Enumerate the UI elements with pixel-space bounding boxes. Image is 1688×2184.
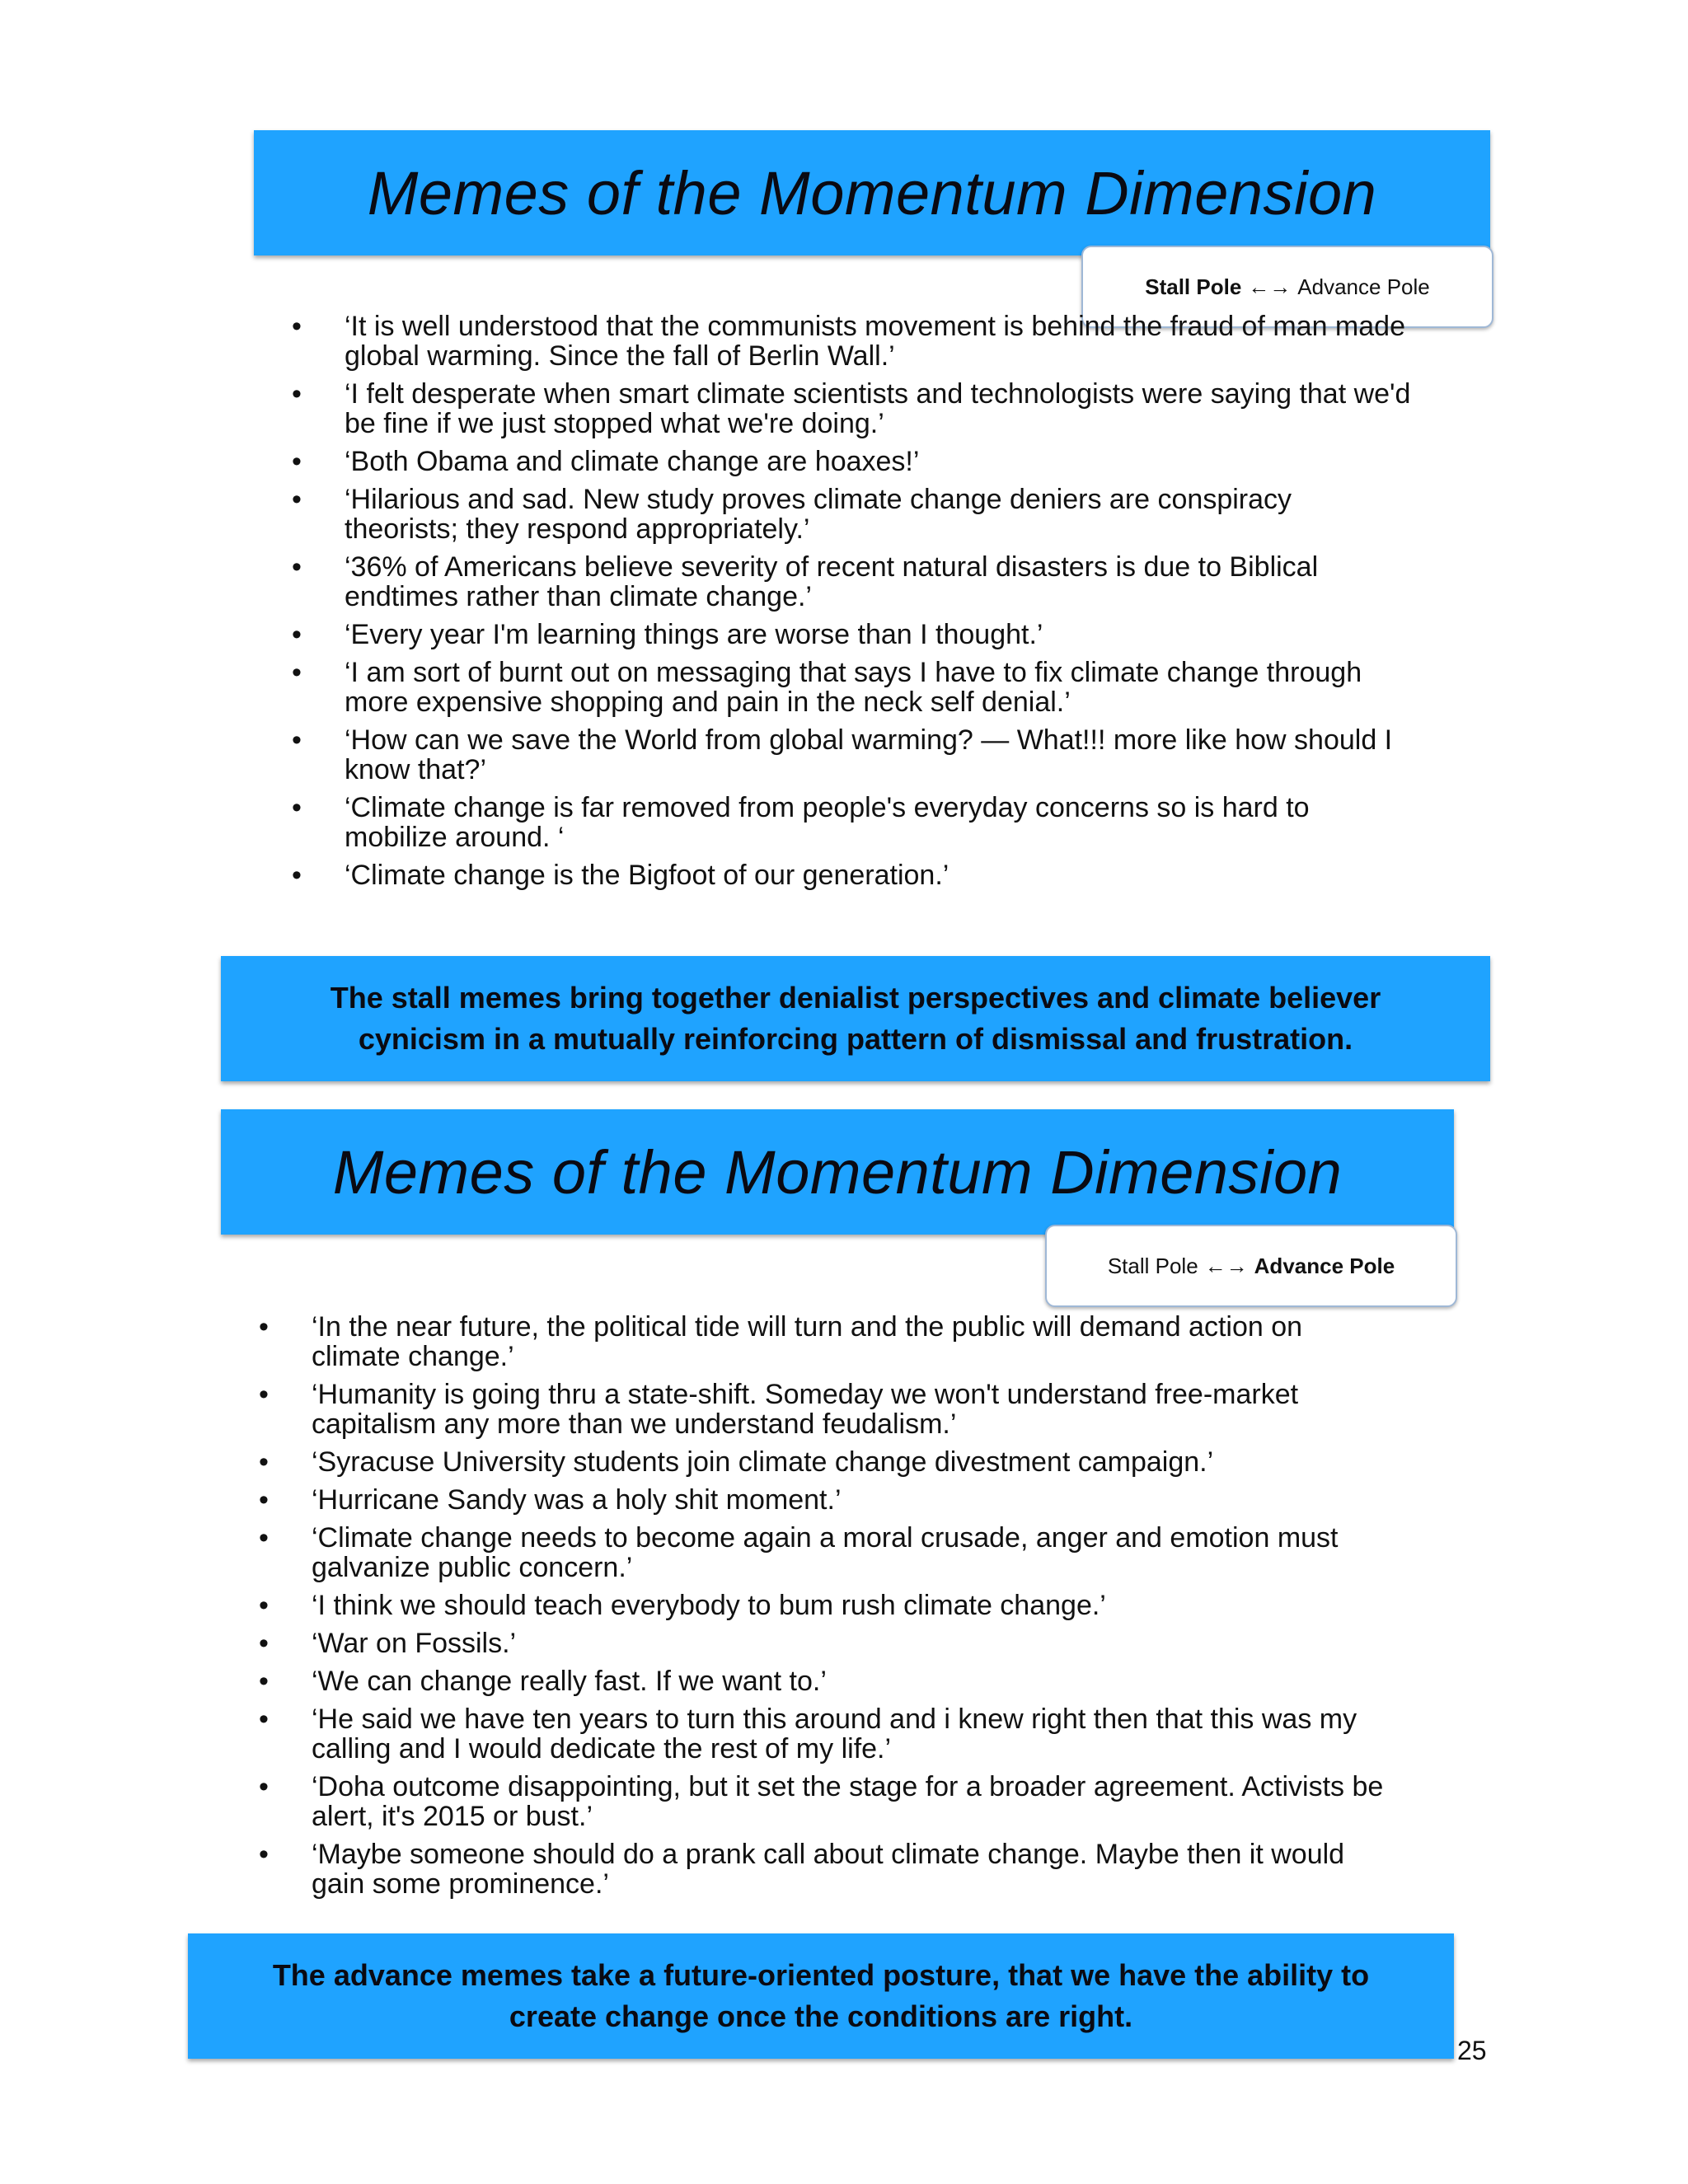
list-item: • ‘In the near future, the political tide will turn and the public will demand action on climate change.’: [259, 1312, 1396, 1371]
list-item: • ‘I think we should teach everybody to bum rush climate change.’: [259, 1591, 1396, 1620]
section2-meme-list: [259, 1312, 1396, 1907]
section2-title-banner: [221, 1109, 1454, 1235]
list-item: • ‘Hilarious and sad. New study proves climate change deniers are conspiracy theorists; they respond appropriately.’: [292, 485, 1413, 544]
list-item: • ‘We can change really fast. If we want to.’: [259, 1666, 1396, 1696]
section1-summary-box: [221, 956, 1490, 1081]
section1-stall-pole-label: Stall Pole: [1145, 274, 1242, 299]
list-item: • ‘Every year I'm learning things are worse than I thought.’: [292, 620, 1413, 649]
section1-summary-text: The stall memes bring together denialist perspectives and climate believer cynicism in a mutually reinforcing pattern of dismissal and frustration.: [330, 981, 1381, 1056]
page-number: 25: [1457, 2036, 1487, 2065]
list-item: • ‘He said we have ten years to turn this around and i knew right then that this was my calling and I would dedicate the rest of my life.’: [259, 1704, 1396, 1764]
list-item: • ‘Humanity is going thru a state-shift. Someday we won't understand free-market capitalism any more than we understand feudalism.’: [259, 1380, 1396, 1439]
list-item: • ‘How can we save the World from global warming? — What!!! more like how should I know that?’: [292, 725, 1413, 785]
list-item: • ‘War on Fossils.’: [259, 1629, 1396, 1658]
section2-pole-indicator: [1045, 1225, 1457, 1307]
pole-arrows-icon: ←→: [1204, 1253, 1248, 1278]
list-item: • ‘Syracuse University students join climate change divestment campaign.’: [259, 1447, 1396, 1477]
list-item: • ‘It is well understood that the communists movement is behind the fraud of man made global warming. Since the fall of Berlin Wall.’: [292, 312, 1413, 371]
section2-summary-box: [188, 1933, 1454, 2059]
section2-stall-pole-label: Stall Pole: [1107, 1253, 1198, 1278]
list-item: • ‘Doha outcome disappointing, but it set the stage for a broader agreement. Activists be alert, it's 2015 or bust.’: [259, 1772, 1396, 1831]
section1-title-banner: [254, 130, 1490, 255]
list-item: • ‘I felt desperate when smart climate scientists and technologists were saying that we'd be fine if we just stopped what we're doing.’: [292, 379, 1413, 438]
section2-advance-pole-label: Advance Pole: [1254, 1253, 1395, 1278]
list-item: • ‘Climate change needs to become again a moral crusade, anger and emotion must galvanize public concern.’: [259, 1523, 1396, 1582]
list-item: • ‘Hurricane Sandy was a holy shit moment.’: [259, 1485, 1396, 1515]
section1-advance-pole-label: Advance Pole: [1297, 274, 1430, 299]
pole-arrows-icon: ←→: [1248, 274, 1292, 299]
section1-meme-list: [292, 312, 1413, 898]
list-item: • ‘36% of Americans believe severity of recent natural disasters is due to Biblical endtimes rather than climate change.’: [292, 552, 1413, 612]
list-item: • ‘Climate change is far removed from people's everyday concerns so is hard to mobilize around. ‘: [292, 793, 1413, 852]
list-item: • ‘Climate change is the Bigfoot of our generation.’: [292, 860, 1413, 890]
section2-summary-text: The advance memes take a future-oriented posture, that we have the ability to create change once the conditions are right.: [272, 1958, 1370, 2033]
list-item: • ‘I am sort of burnt out on messaging that says I have to fix climate change through more expensive shopping and pain in the neck self denial.’: [292, 658, 1413, 717]
list-item: • ‘Both Obama and climate change are hoaxes!’: [292, 447, 1413, 476]
section2-title: Memes of the Momentum Dimension: [332, 1137, 1343, 1207]
section1-title: Memes of the Momentum Dimension: [367, 158, 1377, 227]
list-item: • ‘Maybe someone should do a prank call about climate change. Maybe then it would gain some prominence.’: [259, 1840, 1396, 1899]
